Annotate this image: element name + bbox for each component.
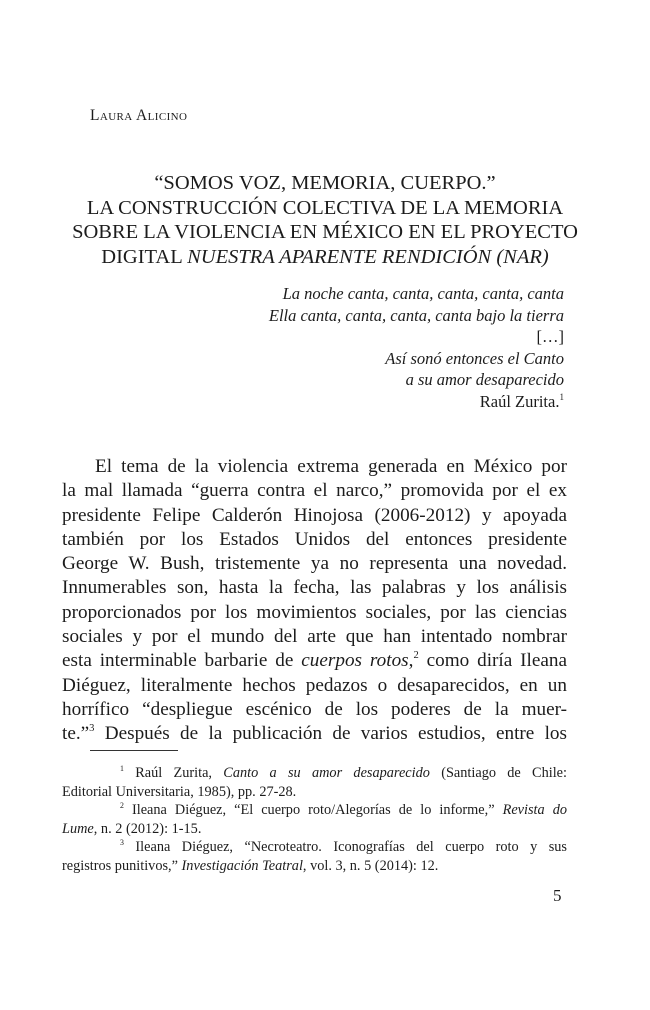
epigraph-ellipsis: […] xyxy=(536,327,564,346)
footnote-text: (Santiago de Chile: xyxy=(429,765,567,781)
text-line: George W. Bush, tristemente ya no representa una novedad. xyxy=(62,553,567,575)
author-name: Raúl Zurita. xyxy=(479,391,560,411)
text-line: también por los Estados Unidos del entonces presidente xyxy=(62,528,567,550)
footnote-title: Investigación Teatral xyxy=(181,857,303,874)
text-fragment: te.” xyxy=(62,723,90,745)
epigraph-line: La noche canta, canta, canta, canta, canta xyxy=(282,284,564,303)
footnote-ref[interactable]: 1 xyxy=(559,391,564,402)
text-line: proporcionados por los movimientos sociales, por las ciencias xyxy=(62,601,567,623)
footnote-line xyxy=(62,838,567,857)
body-paragraph xyxy=(62,455,567,747)
footnote-title: Lume xyxy=(62,820,94,837)
text-line: Diéguez, literalmente hechos pedazos o desaparecidos, en un xyxy=(62,674,567,696)
epigraph xyxy=(269,283,564,412)
title-line: “SOMOS VOZ, MEMORIA, CUERPO.” xyxy=(154,172,496,194)
footnote-title: Canto a su amor desaparecido xyxy=(223,765,430,781)
footnote-text: Raúl Zurita, xyxy=(123,765,224,781)
text-line xyxy=(62,649,567,673)
footnote-line xyxy=(62,801,567,820)
footnote-text: Ileana Diéguez, “El cuerpo roto/Alegorías de lo informe,” xyxy=(123,802,503,818)
text-fragment: esta interminable barbarie de xyxy=(62,650,302,672)
text-line: la mal llamada “guerra contra el narco,” promovida por el ex xyxy=(62,480,567,502)
footnote-title: Revista do xyxy=(502,802,567,818)
footnote-number: 1 xyxy=(120,764,124,774)
footnote-line xyxy=(62,857,567,876)
footnote-text: Ileana Diéguez, “Necroteatro. Iconografías del cuerpo roto y sus xyxy=(123,839,567,855)
title-line xyxy=(58,245,592,270)
text-line: horrífico “despliegue escénico de los poderes de la muer- xyxy=(62,698,567,720)
text-line: Innumerables son, hasta la fecha, las palabras y los análisis xyxy=(62,577,567,599)
page-number: 5 xyxy=(553,886,562,905)
text-line: El tema de la violencia extrema generada en México por xyxy=(95,456,567,477)
footnote-line xyxy=(62,820,567,839)
chapter-title xyxy=(58,171,592,269)
text-fragment: , xyxy=(408,650,414,672)
project-name: NUESTRA APARENTE RENDICIÓN (NAR) xyxy=(187,245,549,268)
footnote-number: 3 xyxy=(120,838,124,848)
footnote-text: , vol. 3, n. 5 (2014): 12. xyxy=(302,857,439,874)
epigraph-line: Ella canta, canta, canta, canta bajo la tierra xyxy=(268,305,564,325)
text-line: sociales y por el mundo del arte que han intentado nombrar xyxy=(62,626,567,648)
epigraph-author xyxy=(269,391,564,413)
footnote-number: 2 xyxy=(120,801,124,811)
footnote-line: Editorial Universitaria, 1985), pp. 27-28. xyxy=(62,783,297,800)
footnote-line xyxy=(62,764,567,783)
footnote-divider xyxy=(90,750,178,751)
footnote-text: , n. 2 (2012): 1-15. xyxy=(93,820,202,837)
footnotes xyxy=(62,764,567,875)
footnote-ref[interactable]: 3 xyxy=(89,723,95,735)
text-fragment: Después de la publicación de varios estudios, entre los xyxy=(94,723,567,745)
text-line xyxy=(62,722,567,746)
title-line: LA CONSTRUCCIÓN COLECTIVA DE LA MEMORIA xyxy=(86,196,564,219)
italic-term: cuerpos rotos xyxy=(301,650,409,672)
title-line: SOBRE LA VIOLENCIA EN MÉXICO EN EL PROYECTO xyxy=(72,221,578,243)
title-text: DIGITAL xyxy=(101,245,188,268)
epigraph-line: a su amor desaparecido xyxy=(405,370,564,389)
footnote-text: registros punitivos,” xyxy=(62,857,182,874)
epigraph-line: Así sonó entonces el Canto xyxy=(385,348,564,368)
running-head: Laura Alicino xyxy=(90,107,188,124)
footnote-ref[interactable]: 2 xyxy=(413,650,419,662)
text-fragment: como diría Ileana xyxy=(418,650,567,672)
text-line: presidente Felipe Calderón Hinojosa (2006-2012) y apoyada xyxy=(62,504,567,526)
